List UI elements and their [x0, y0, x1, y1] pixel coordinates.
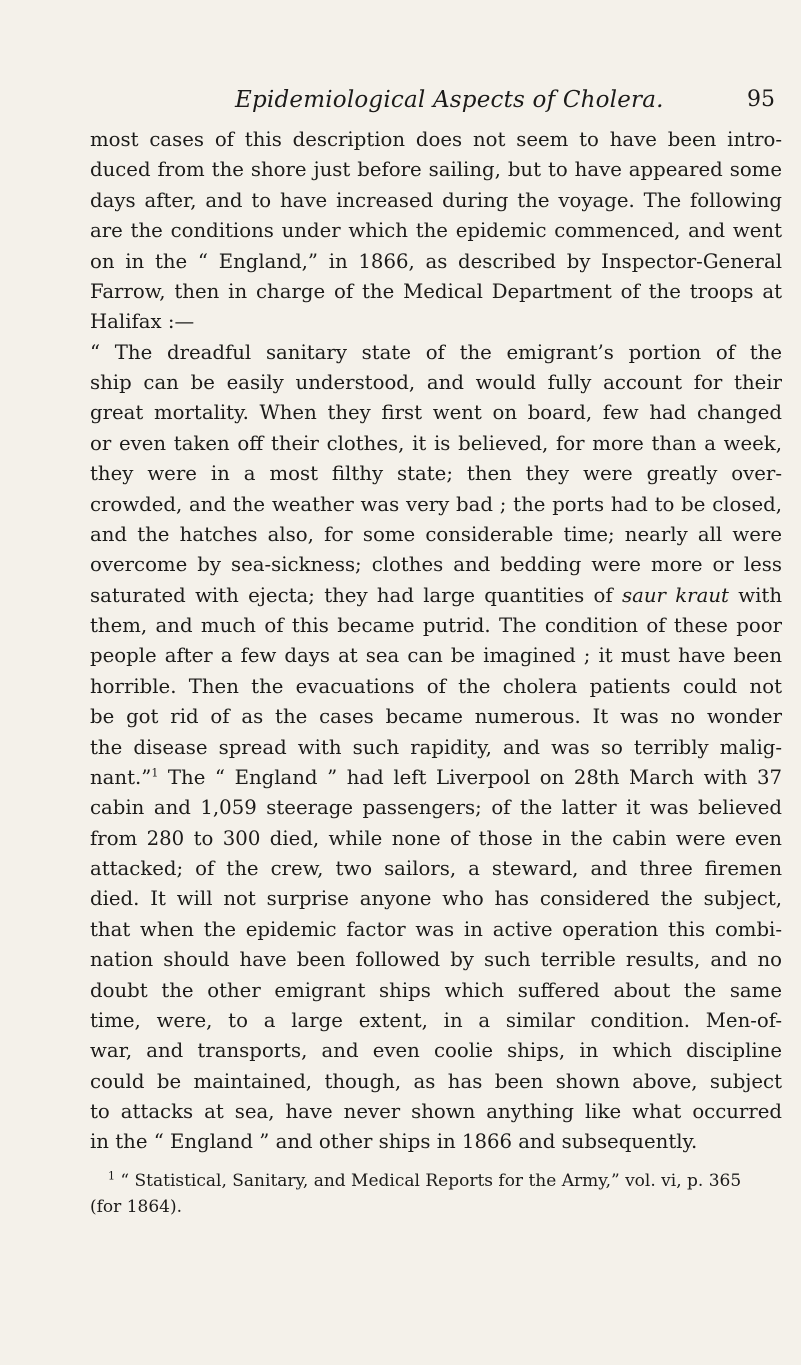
- text-line: great mortality. When they first went on board, few had changed: [90, 401, 782, 425]
- text-line: ship can be easily understood, and would fully account for their: [90, 371, 782, 394]
- text-line: time, were, to a large extent, in a similar condition. Men-of-: [90, 1008, 782, 1032]
- text-line: crowded, and the weather was very bad ; the ports had to be closed,: [90, 492, 782, 516]
- text-line: Halifax :—: [90, 310, 195, 334]
- text-run: with: [728, 583, 782, 607]
- text-line: from 280 to 300 died, while none of those in the cabin were even: [90, 826, 782, 850]
- page-number: 95: [747, 87, 775, 112]
- text-line: the disease spread with such rapidity, and was so terribly malig-: [90, 735, 782, 759]
- italic-phrase: saur kraut: [621, 583, 729, 607]
- footnote: [90, 1168, 782, 1220]
- text-line: died. It will not surprise anyone who has considered the subject,: [90, 887, 782, 911]
- text-line: doubt the other emigrant ships which suffered about the same: [90, 978, 782, 1002]
- text-line: most cases of this description does not seem to have been intro-: [90, 128, 782, 151]
- body-text: [90, 125, 782, 1158]
- running-title: Epidemiological Aspects of Cholera.: [235, 87, 664, 113]
- text-line: days after, and to have increased during the voyage. The following: [90, 188, 782, 212]
- footnote-marker: 1: [108, 1169, 115, 1183]
- text-line: are the conditions under which the epidemic commenced, and went: [90, 219, 782, 243]
- text-line: attacked; of the crew, two sailors, a steward, and three firemen: [90, 857, 782, 880]
- text-line: and the hatches also, for some considerable time; nearly all were: [90, 522, 782, 546]
- text-line: overcome by sea-sickness; clothes and bedding were more or less: [90, 553, 782, 577]
- footnote-text: “ Statistical, Sanitary, and Medical Reports for the Army,” vol. vi, p. 365: [115, 1171, 742, 1191]
- text-line: Farrow, then in charge of the Medical Department of the troops at: [90, 279, 782, 303]
- text-line: “ The dreadful sanitary state of the emigrant’s portion of the: [90, 340, 782, 364]
- text-line: them, and much of this became putrid. The condition of these poor: [90, 614, 782, 637]
- text-line-with-footnote-ref: [90, 763, 782, 793]
- text-line: in the “ England ” and other ships in 1866 and subsequently.: [90, 1130, 698, 1154]
- text-line: that when the epidemic factor was in active operation this combi-: [90, 917, 782, 941]
- text-line: or even taken off their clothes, it is believed, for more than a week,: [90, 431, 782, 455]
- text-line: they were in a most filthy state; then they were greatly over-: [90, 462, 782, 486]
- text-run: nant.”: [90, 765, 152, 789]
- text-run: The “ England ” had left Liverpool on 28th March with 37: [158, 765, 782, 789]
- footnote-line: [90, 1168, 782, 1194]
- text-line: be got rid of as the cases became numerous. It was no wonder: [90, 705, 782, 729]
- text-line: duced from the shore just before sailing, but to have appeared some: [90, 158, 782, 182]
- text-line: nation should have been followed by such terrible results, and no: [90, 948, 782, 972]
- text-line: to attacks at sea, have never shown anything like what occurred: [90, 1100, 782, 1123]
- text-line: people after a few days at sea can be imagined ; it must have been: [90, 644, 782, 668]
- footnote-reference: 1: [151, 766, 159, 780]
- text-line: on in the “ England,” in 1866, as described by Inspector-General: [90, 249, 782, 273]
- text-line: horrible. Then the evacuations of the cholera patients could not: [90, 674, 782, 698]
- running-head: [90, 80, 780, 120]
- text-line-with-italic: [90, 581, 782, 611]
- text-line: cabin and 1,059 steerage passengers; of the latter it was believed: [90, 796, 782, 820]
- text-run: saturated with ejecta; they had large quantities of: [90, 583, 622, 607]
- text-line: could be maintained, though, as has been shown above, subject: [90, 1069, 782, 1093]
- footnote-line: (for 1864).: [90, 1197, 182, 1217]
- text-line: war, and transports, and even coolie ships, in which discipline: [90, 1039, 782, 1063]
